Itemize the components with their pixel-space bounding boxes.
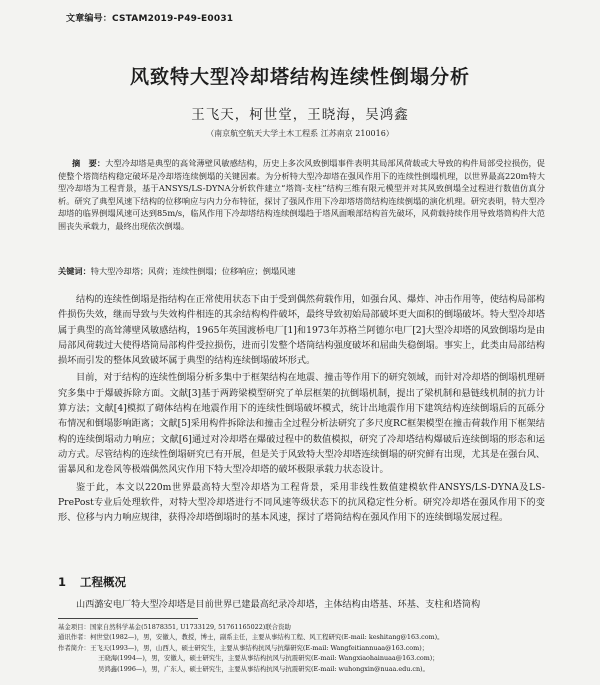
footnote-corresponding: 通讯作者：柯世堂(1982—)，男，安徽人，教授，博士，副系主任，主要从事结构工程、风工程研究(E-mail: keshitang@163.com)。 xyxy=(58,633,444,642)
body-paragraph: 鉴于此，本文以220m世界最高特大型冷却塔为工程背景，采用非线性数值建模软件ANSYS/LS-DYNA及LS-PrePost专业后处理软件，对特大型冷却塔进行不同风速等级状态下的抗风稳定性分析。研究冷却塔在强风作用下的变形、位移与内力响应规律，获得冷却塔倒塌时的基本风速，探讨了塔筒结构在强风作用下的连续倒塌发展过程。 xyxy=(58,481,545,524)
footnote-author-bio: 吴鸿鑫(1996—)，男，广东人，硕士研究生，主要从事结构抗风与抗震研究(E-mail: wuhongxin@nuaa.edu.cn)。 xyxy=(98,664,429,673)
body-text xyxy=(58,292,545,527)
body-paragraph: 结构的连续性倒塌是指结构在正常使用状态下由于受到偶然荷载作用，如强台风、爆炸、冲击作用等，使结构局部构件损伤失效，继而导致与失效构件相连的其余结构构件破坏，最终导致初始局部破坏更大面积的倒塌破坏。特大型冷却塔属于典型的高耸薄壁风敏感结构，1965年英国渡桥电厂[1]和1973年苏格兰阿德尔电厂[2]大型冷却塔的风致倒塌均是由局部风荷载过大使得塔筒局部构件受拉损伤，进而引发整个塔筒结构强度破坏和屈曲失稳倒塌。事实上，此类由局部结构损坏而引发的整体风致破坏属于典型的结构连续倒塌破坏形式。 xyxy=(58,294,545,367)
body-paragraph: 目前，对于结构的连续性倒塌分析多集中于框架结构在地震、撞击等作用下的研究领域，而针对冷却塔的倒塌机理研究多集中于爆破拆除方面。文献[3]基于两跨梁模型研究了单层框架的抗倒塌机制，提出了梁机制和悬链线机制的抗力计算方法；文献[4]模拟了砌体结构在地震作用下的连续性倒塌破坏模式，统计出地震作用下建筑结构连续倒塌后的瓦砾分布情况和倒塌影响距离；文献[5]采用构件拆除法和撞击全过程分析法研究了多尺度RC框架模型在撞击荷载作用下框架结构的连续倒塌动力响应；文献[6]通过对冷却塔在爆破过程中的数值模拟，研究了冷却塔结构爆破后连续倒塌的形态和运动方式。尽管结构的连续性倒塌研究已有开展，但是关于风致特大型冷却塔连续倒塌的研究鲜有出现，尤其是在强台风、雷暴风和龙卷风等极端偶然风灾作用下特大型冷却塔的破坏极限承载力状态设计。 xyxy=(58,372,545,476)
paper-title: 风致特大型冷却塔结构连续性倒塌分析 xyxy=(129,66,470,88)
abstract xyxy=(58,157,545,233)
footnote-author-bio: 王晓海(1994—)，男，安徽人，硕士研究生，主要从事结构抗风与抗震研究(E-mail: Wangxiaohainuaa@163.com)； xyxy=(98,654,439,663)
keywords xyxy=(58,266,545,277)
keywords-label: 关键词： xyxy=(58,266,91,276)
affiliation: （南京航空航天大学土木工程系 江苏南京 210016） xyxy=(206,129,394,138)
keywords-text: 特大型冷却塔；风荷；连续性倒塌；位移响应；倒塌风速 xyxy=(90,266,296,276)
section-paragraph: 山西潞安电厂特大型冷却塔是目前世界已建最高纪录冷却塔，主体结构由塔基、环基、支柱和塔筒构 xyxy=(76,599,481,610)
footnotes xyxy=(58,622,545,674)
section-title: 工程概况 xyxy=(80,575,127,589)
abstract-label: 摘 要： xyxy=(72,158,106,168)
footnote-divider xyxy=(58,618,198,619)
article-number: 文章编号：CSTAM2019-P49-E0031 xyxy=(66,14,234,24)
section-heading xyxy=(58,574,126,590)
section-number: 1 xyxy=(58,575,67,589)
author-list: 王飞天，柯世堂，王晓海，吴鸿鑫 xyxy=(191,107,409,123)
footnote-funding: 基金项目：国家自然科学基金(51878351, U1733129, 51761165022)联合资助 xyxy=(58,623,291,631)
abstract-text: 大型冷却塔是典型的高耸薄壁风敏感结构，历史上多次风致倒塌事件表明其局部风荷载或大导致的构件局部受拉损伤，促使整个塔筒结构稳定破坏是冷却塔连续倒塌的关键因素。为分析特大型冷却塔在强风作用下的连续性倒塌机理，以世界最高220m特大型冷却塔为工程背景，基于ANSYS/LS-DYNA分析软件建立“塔筒-支柱”结构三维有限元模型并对其风致倒塌全过程进行数值仿真分析。研究了典型风速下结构的位移响应与内力分布特征，探讨了强风作用下冷却塔塔筒结构连续倒塌的演化机理。研究表明，特大型冷却塔的临界倒塌风速可达到85m/s，临风作用下冷却塔结构连续倒塌趋于塔风面喉部结构首先破坏，风荷载持续作用导致塔筒构件大范围丧失承载力，最终出现依次倒塌。 xyxy=(58,158,545,231)
footnote-author-bio: 作者简介：王飞天(1993—)，男，山西人，硕士研究生，主要从事结构抗风与抗爆研究(E-mail: Wangfeitiannuaa@163.com)； xyxy=(58,643,429,652)
